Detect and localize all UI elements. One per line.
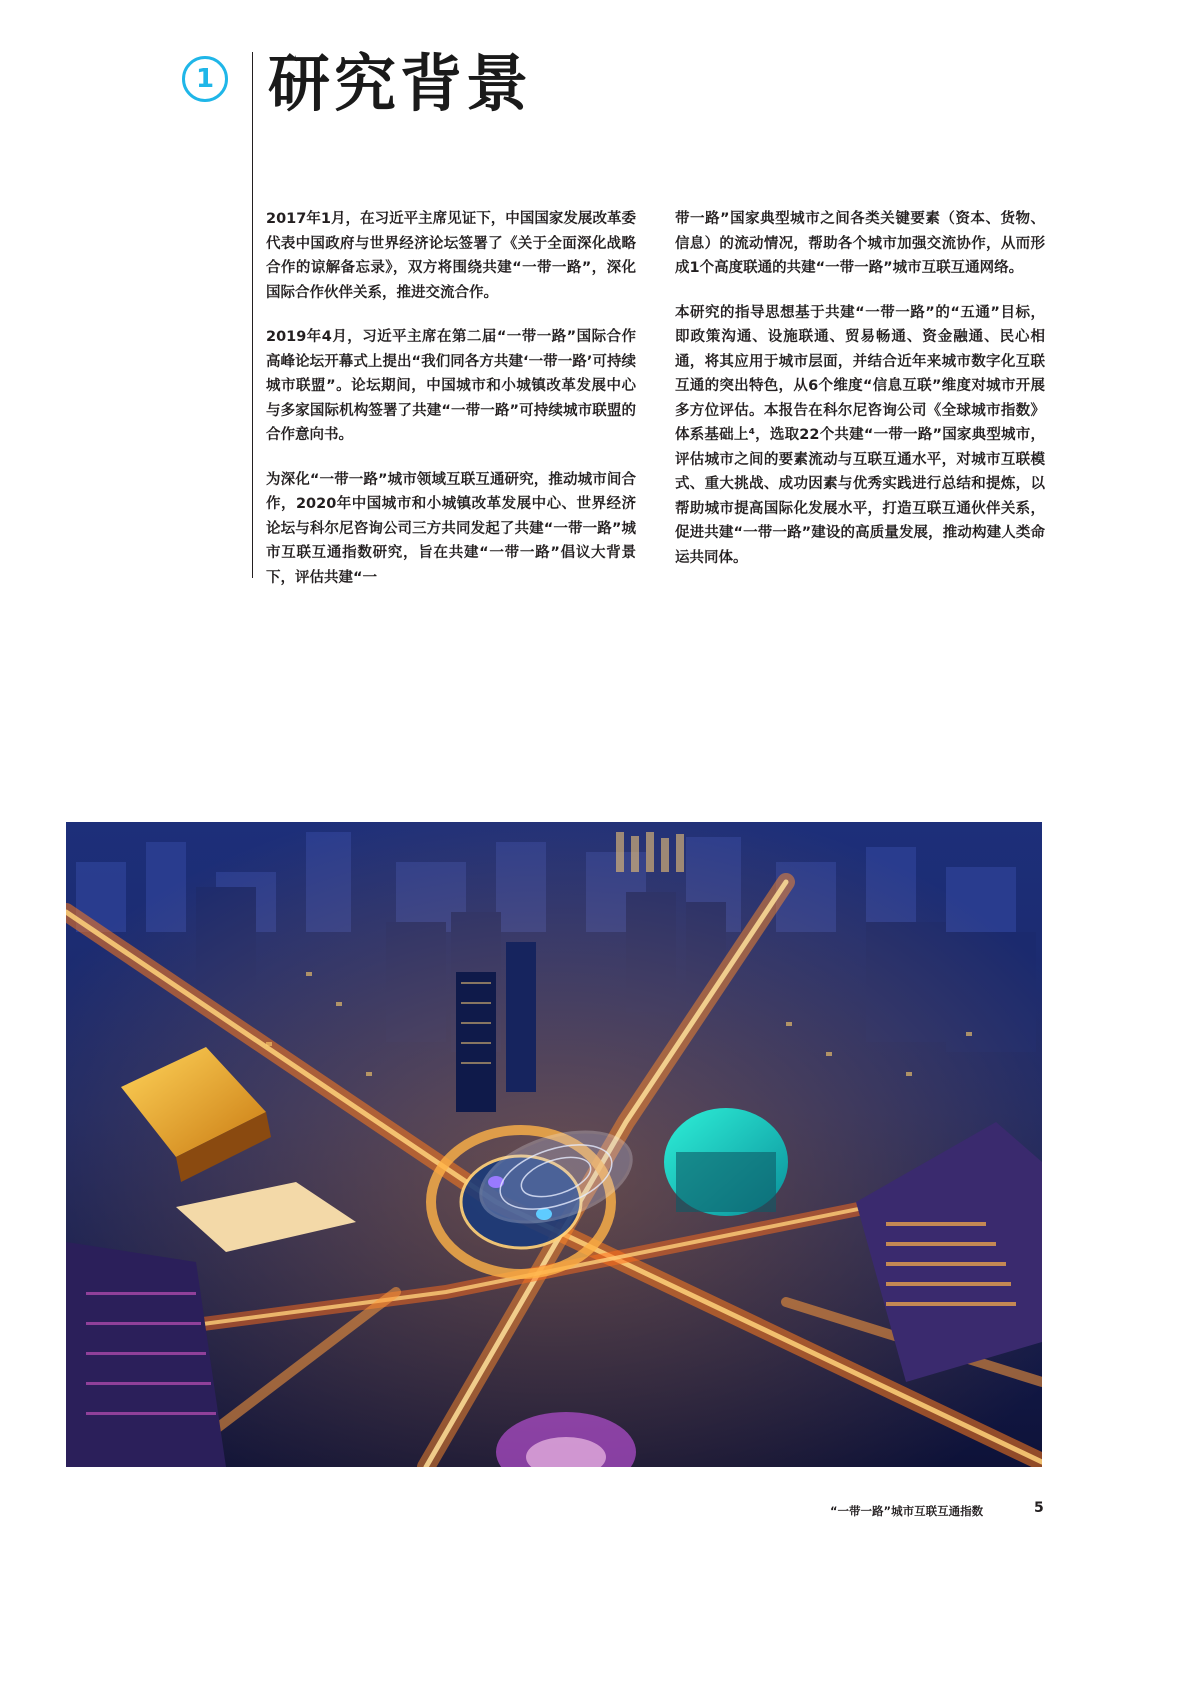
page-number: 5 [1034,1500,1044,1516]
vertical-divider [252,52,253,578]
city-night-photo [66,822,1042,1467]
text-column-right [675,207,1045,590]
page-title: 研究背景 [268,47,533,120]
paragraph: 带一路”国家典型城市之间各类关键要素（资本、货物、信息）的流动情况，帮助各个城市加强交流协作，从而形成1个高度联通的共建“一带一路”城市互联互通网络。 [675,211,1045,276]
footer-report-title: “一带一路”城市互联互通指数 [830,1504,984,1518]
paragraph: 2017年1月，在习近平主席见证下，中国国家发展改革委代表中国政府与世界经济论坛签署了《关于全面深化战略合作的谅解备忘录》，双方将围绕共建“一带一路”，深化国际合作伙伴关系，推进交流合作。 [266,211,636,301]
paragraph: 为深化“一带一路”城市领域互联互通研究，推动城市间合作，2020年中国城市和小城镇改革发展中心、世界经济论坛与科尔尼咨询公司三方共同发起了共建“一带一路”城市互联互通指数研究，旨在共建“一带一路”倡议大背景下，评估共建“一 [266,471,636,586]
section-number-badge: 1 [182,56,228,102]
text-column-left [266,207,636,610]
paragraph: 本研究的指导思想基于共建“一带一路”的“五通”目标，即政策沟通、设施联通、贸易畅通、资金融通、民心相通，将其应用于城市层面，并结合近年来城市数字化互联互通的突出特色，从6个维度“信息互联”维度对城市开展多方位评估。本报告在科尔尼咨询公司《全球城市指数》体系基础上⁴，选取22个共建“一带一路”国家典型城市，评估城市之间的要素流动与互联互通水平，对城市互联模式、重大挑战、成功因素与优秀实践进行总结和提炼，以帮助城市提高国际化发展水平，打造互联互通伙伴关系，促进共建“一带一路”建设的高质量发展，推动构建人类命运共同体。 [675,304,1045,566]
paragraph: 2019年4月，习近平主席在第二届“一带一路”国际合作高峰论坛开幕式上提出“我们同各方共建‘一带一路’可持续城市联盟”。论坛期间，中国城市和小城镇改革发展中心与多家国际机构签署了共建“一带一路”可持续城市联盟的合作意向书。 [266,329,636,443]
